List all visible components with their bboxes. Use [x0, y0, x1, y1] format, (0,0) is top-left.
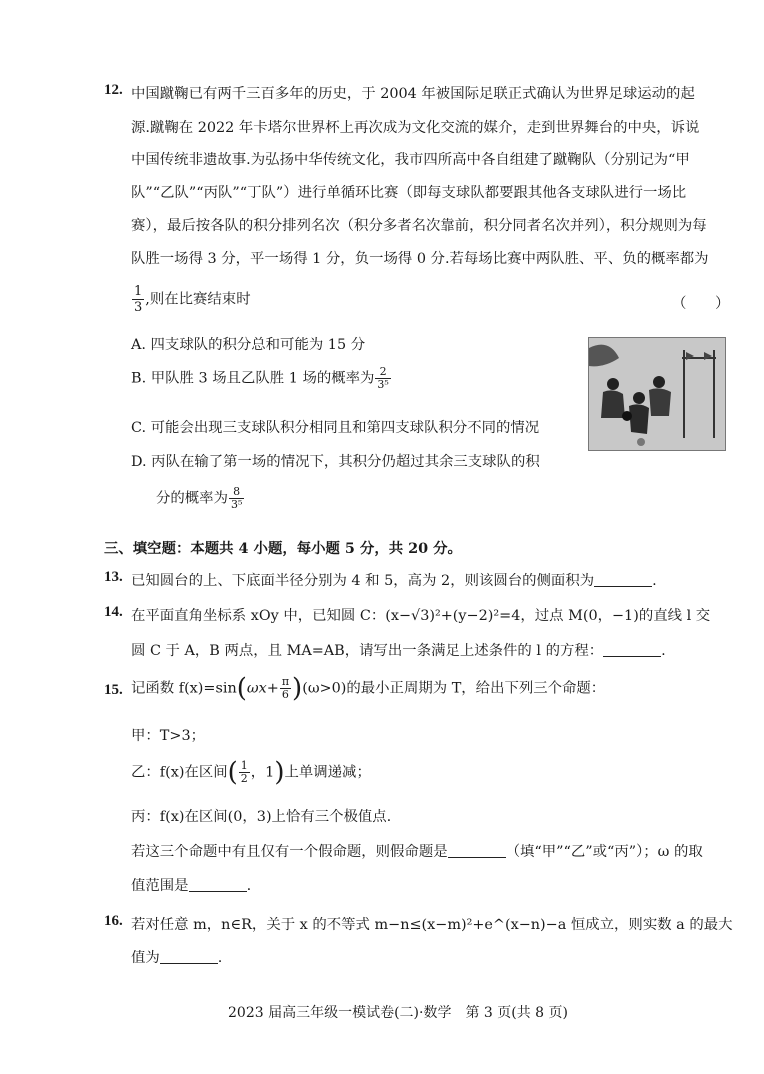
q12-line-3: 中国传统非遗故事.为弘扬中华传统文化，我市四所高中各自组建了蹴鞠队（分别记为“甲 — [131, 152, 690, 168]
option-d-line-2: 分的概率为 $\frac{8}{\text{3⁵}}$ — [156, 485, 243, 511]
q14-answer-blank[interactable] — [603, 642, 661, 657]
q15-omega-range-blank[interactable] — [189, 877, 247, 892]
option-d-line-1: D. 丙队在输了第一场的情况下，其积分仍超过其余三支球队的积 — [131, 454, 540, 470]
q12-line-6: 队胜一场得 3 分，平一场得 1 分，负一场得 0 分.若每场比赛中两队胜、平、负的概率都为 — [131, 251, 709, 267]
q14-line-2: 圆 C 于 A，B 两点，且 MA=AB，请写出一条满足上述条件的 l 的方程： . — [131, 643, 666, 659]
q15-statement-jia: 甲：T>3； — [131, 728, 205, 744]
option-b-fraction: $\frac{2}{\text{3⁵}}$ — [377, 365, 389, 391]
option-c: C. 可能会出现三支球队积分相同且和第四支球队积分不同的情况 — [131, 420, 540, 436]
q15-number: 15. — [104, 682, 123, 698]
answer-bracket: （ ） — [672, 296, 730, 312]
q12-line-4: 队”“乙队”“丙队”“丁队”）进行单循环比赛（即每支球队都要跟其他各支球队进行一场比 — [131, 185, 687, 201]
q12-line-2: 源.蹴鞠在 2022 年卡塔尔世界杯上再次成为文化交流的媒介，走到世界舞台的中央，诉说 — [131, 120, 700, 136]
q16-answer-blank[interactable] — [160, 949, 218, 964]
q13-number: 13. — [104, 569, 123, 585]
one-half-fraction: $\frac{1}{2}$ — [240, 759, 248, 785]
option-d-fraction: $\frac{8}{\text{3⁵}}$ — [230, 485, 243, 511]
q13-text: 已知圆台的上、下底面半径分别为 4 和 5，高为 2，则该圆台的侧面积为 . — [131, 573, 657, 589]
q12-line-1: 中国蹴鞠已有两千三百多年的历史，于 2004 年被国际足联正式确认为世界足球运动的起 — [131, 86, 695, 102]
q15-statement-yi: 乙：f(x)在区间( $\frac{1}{2}$ ，1)上单调递减； — [131, 757, 371, 788]
cuju-illustration — [588, 337, 726, 451]
q15-false-proposition-blank[interactable] — [448, 843, 506, 858]
q12-last-line: $\frac{1}{3}$ ,则在比赛结束时 — [134, 284, 251, 315]
q12-number: 12. — [104, 82, 123, 98]
section-3-header: 三、填空题：本题共 4 小题，每小题 5 分，共 20 分。 — [104, 540, 462, 557]
q16-line-1: 若对任意 m，n∈R，关于 x 的不等式 m−n≤(x−m)²+e^(x−n)−a 恒成立，则实数 a 的最大 — [131, 917, 733, 933]
q15-question-line-1: 若这三个命题中有且仅有一个假命题，则假命题是 （填“甲”“乙”或“丙”）；ω 的取 — [131, 844, 703, 860]
q16-number: 16. — [104, 913, 123, 929]
q15-statement-bing: 丙：f(x)在区间(0，3)上恰有三个极值点. — [131, 809, 392, 825]
q15-stem: 记函数 f(x)=sin(ωx+ $\frac{\pi}{6}$ )(ω>0)的最小正周期为 T，给出下列三个命题： — [131, 673, 606, 704]
option-a: A. 四支球队的积分总和可能为 15 分 — [131, 337, 366, 353]
q13-answer-blank[interactable] — [594, 572, 652, 587]
pi-over-6-fraction: $\frac{\pi}{6}$ — [281, 675, 290, 701]
q15-question-line-2: 值范围是 . — [131, 878, 252, 894]
q14-number: 14. — [104, 604, 123, 620]
q16-line-2: 值为 . — [131, 950, 223, 966]
q12-line-5: 赛），最后按各队的积分排列名次（积分多者名次靠前，积分同者名次并列），积分规则为每 — [131, 218, 707, 234]
page-footer: 2023 届高三年级一模试卷(二)·数学 第 3 页(共 8 页) — [228, 1005, 568, 1021]
fraction-one-third: $\frac{1}{3}$ — [134, 284, 143, 315]
option-b: B. 甲队胜 3 场且乙队胜 1 场的概率为 $\frac{2}{\text{3⁵}}$ — [131, 365, 389, 391]
q14-line-1: 在平面直角坐标系 xOy 中，已知圆 C：(x−√3)²+(y−2)²=4，过点 M(0，−1)的直线 l 交 — [131, 608, 711, 624]
